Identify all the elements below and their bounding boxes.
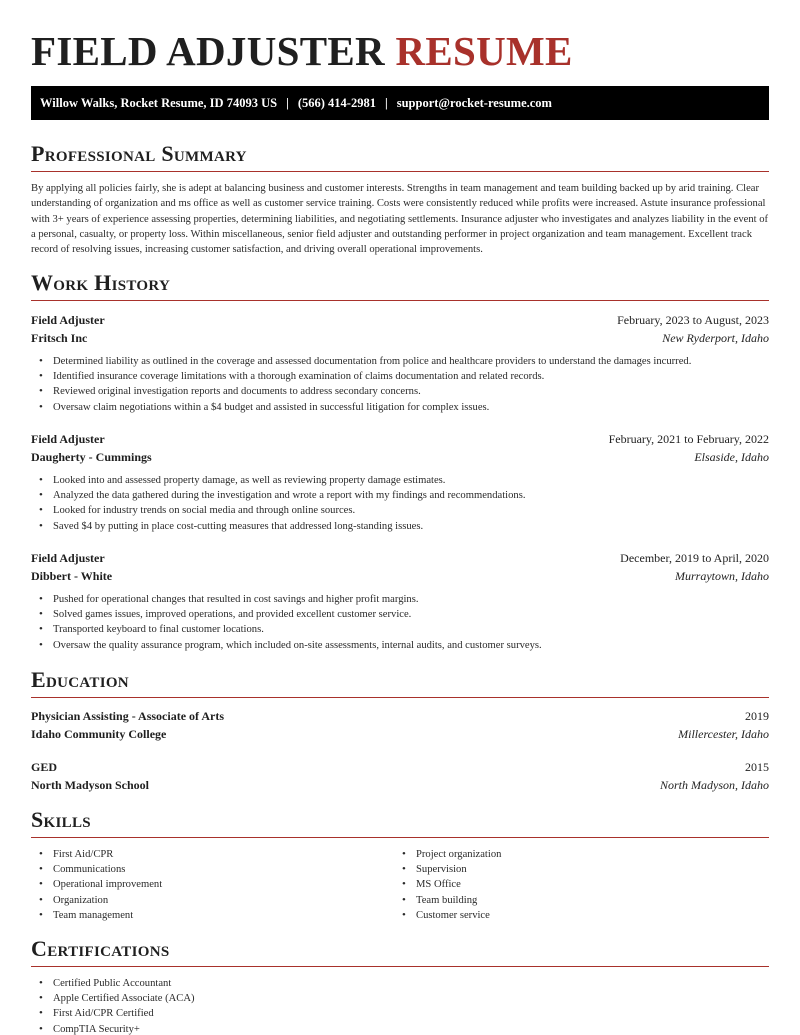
skill-item: • Communications — [53, 862, 162, 877]
contact-email: support@rocket-resume.com — [396, 96, 552, 110]
job-location: Murraytown, Idaho — [675, 569, 769, 583]
job-header — [31, 549, 769, 567]
job-company-row — [31, 567, 769, 585]
job-location: Elsaside, Idaho — [694, 450, 769, 464]
summary-text: By applying all policies fairly, she is adept at balancing business and customer interests. Strengths in team management and team building backed up by arid training. Clear understanding of organization and ms office as well as customer service training. Costs were consistently reduced while profits were increased. Astute insurance professional with 3+ years of experience assessing properties, determining liabilities, and negotiating settlements. Insurance adjuster who investigates and analyzes liability in the event of a personal, casualty, or property loss. Within miscellaneous, senior field adjuster and outstanding performer in project organization and team management. Excellent track record of resolving issues, increasing customer satisfaction, and driving overall operational improvements. — [31, 183, 769, 256]
certification-item: • CompTIA Security+ — [53, 1022, 195, 1035]
certification-item: • First Aid/CPR Certified — [53, 1006, 195, 1021]
education-school: North Madyson School — [31, 778, 150, 792]
certification-item: • Certified Public Accountant — [53, 976, 195, 991]
education-location: Millercester, Idaho — [678, 727, 769, 741]
education-year: 2019 — [745, 709, 769, 723]
job-dates: February, 2021 to February, 2022 — [608, 432, 769, 446]
education-location: North Madyson, Idaho — [660, 778, 769, 792]
list-item: • Looked into and assessed property damage, as well as reviewing property damage estimates. — [53, 473, 525, 488]
certification-item: • Apple Certified Associate (ACA) — [53, 991, 195, 1006]
education-degree: Physician Assisting - Associate of Arts — [31, 709, 225, 723]
education-year: 2015 — [745, 760, 769, 774]
list-item: • Saved $4 by putting in place cost-cutting measures that addressed long-standing issues. — [53, 519, 525, 534]
job-title: Field Adjuster — [31, 432, 105, 446]
skill-item: • Supervision — [416, 862, 501, 877]
job-bullets — [53, 354, 691, 415]
job-bullets — [53, 592, 542, 653]
education-header — [31, 707, 769, 725]
list-item: • Reviewed original investigation reports and documents to address secondary concerns. — [53, 384, 691, 399]
job-location: New Ryderport, Idaho — [662, 331, 769, 345]
skill-item: • MS Office — [416, 877, 501, 892]
skill-item: • Customer service — [416, 908, 501, 923]
contact-address: Willow Walks, Rocket Resume, ID 74093 US — [40, 96, 278, 110]
list-item: • Identified insurance coverage limitations with a thorough examination of claims documentation and related records. — [53, 369, 691, 384]
summary-heading: Professional Summary — [31, 141, 769, 172]
list-item: • Analyzed the data gathered during the investigation and wrote a report with my findings and recommendations. — [53, 488, 525, 503]
skills-list-left — [53, 847, 162, 923]
list-item: • Looked for industry trends on social media and through online sources. — [53, 503, 525, 518]
contact-separator: | — [384, 96, 388, 110]
list-item: • Solved games issues, improved operations, and provided excellent customer service. — [53, 607, 542, 622]
job-company-row — [31, 448, 769, 466]
job-dates: February, 2023 to August, 2023 — [617, 313, 769, 327]
skills-list-right — [416, 847, 501, 923]
list-item: • Oversaw the quality assurance program, which included on-site assessments, internal audits, and customer surveys. — [53, 638, 542, 653]
education-header — [31, 758, 769, 776]
title-main: FIELD ADJUSTER — [31, 28, 385, 74]
education-school-row — [31, 725, 769, 743]
job-company-row — [31, 329, 769, 347]
resume-title — [31, 28, 573, 74]
list-item: • Transported keyboard to final customer locations. — [53, 622, 542, 637]
skill-item: • Team building — [416, 893, 501, 908]
job-dates: December, 2019 to April, 2020 — [620, 551, 769, 565]
contact-separator: | — [286, 96, 289, 110]
contact-bar — [31, 86, 769, 120]
skills-heading: Skills — [31, 807, 769, 838]
skill-item: • Organization — [53, 893, 162, 908]
skill-item: • Team management — [53, 908, 162, 923]
list-item: • Determined liability as outlined in the coverage and assessed documentation from police and healthcare providers to understand the damages incurred. — [53, 354, 691, 369]
job-header — [31, 311, 769, 329]
job-title: Field Adjuster — [31, 551, 105, 565]
job-title: Field Adjuster — [31, 313, 105, 327]
skill-item: • Operational improvement — [53, 877, 162, 892]
job-company: Dibbert - White — [31, 569, 113, 583]
skill-item: • First Aid/CPR — [53, 847, 162, 862]
education-school-row — [31, 776, 769, 794]
job-bullets — [53, 473, 525, 534]
contact-phone: (566) 414-2981 — [297, 96, 376, 110]
skill-item: • Project organization — [416, 847, 501, 862]
title-accent: RESUME — [395, 28, 573, 74]
job-company: Daugherty - Cummings — [31, 450, 152, 464]
job-header — [31, 430, 769, 448]
certifications-heading: Certifications — [31, 936, 769, 967]
list-item: • Pushed for operational changes that resulted in cost savings and higher profit margins. — [53, 592, 542, 607]
education-degree: GED — [31, 760, 58, 774]
work-history-heading: Work History — [31, 270, 769, 301]
certifications-list — [53, 976, 195, 1035]
list-item: • Oversaw claim negotiations within a $4 budget and assisted in successful litigation for complex issues. — [53, 400, 691, 415]
job-company: Fritsch Inc — [31, 331, 88, 345]
education-heading: Education — [31, 667, 769, 698]
education-school: Idaho Community College — [31, 727, 167, 741]
